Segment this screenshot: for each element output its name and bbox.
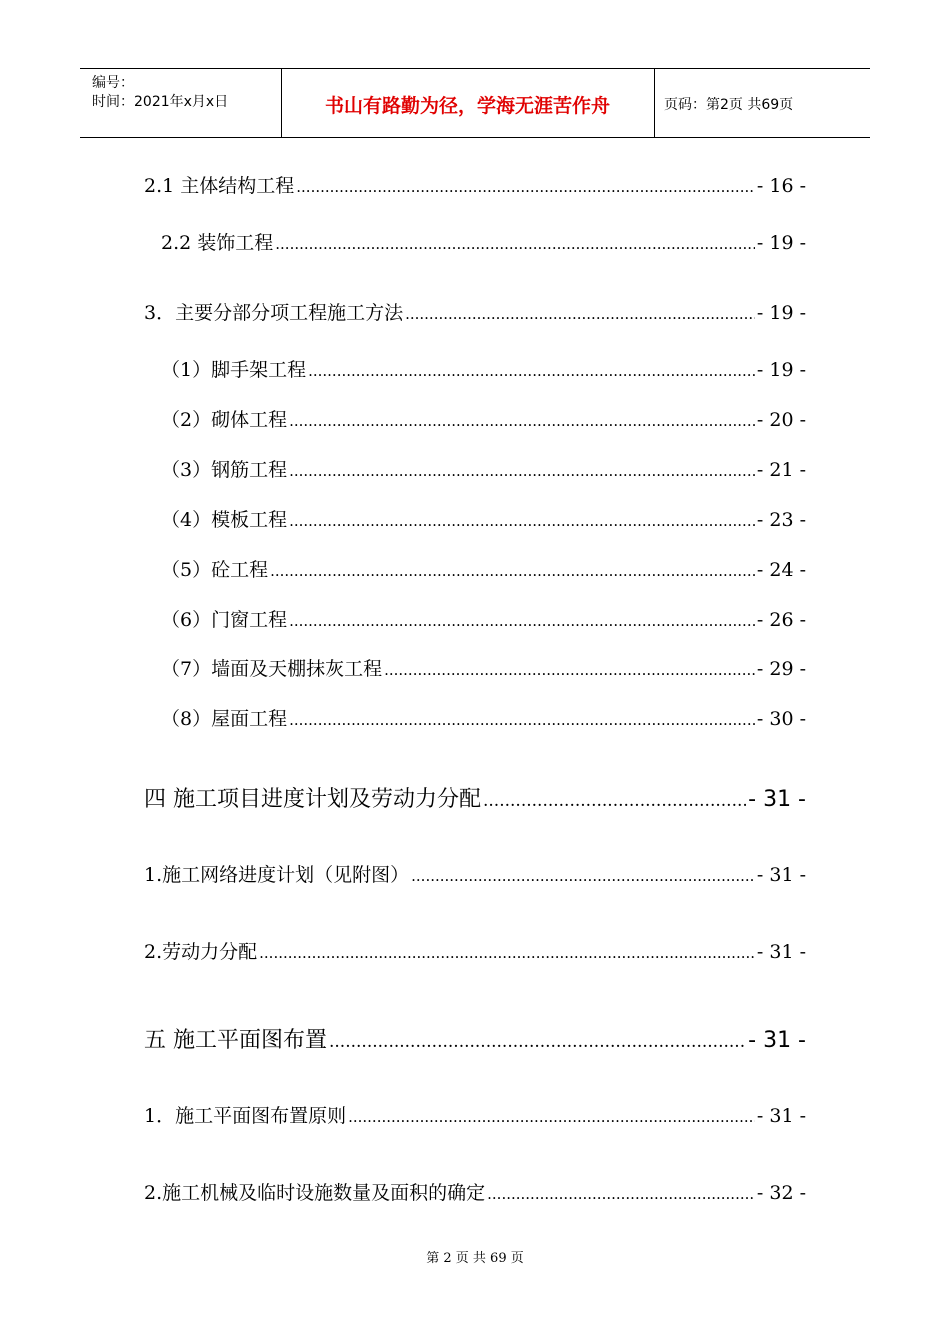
toc-entry[interactable] [161,405,806,433]
toc-entry-page: - 21 - [756,459,806,481]
toc-leader [308,362,755,380]
toc-leader [259,944,755,962]
toc-entry-page: - 32 - [756,1182,806,1204]
toc-entry[interactable] [161,654,806,682]
toc-entry-page: - 31 - [748,787,806,812]
toc-entry-title: （7）墙面及天棚抹灰工程 [161,658,383,680]
toc-entry-title: 1．施工平面图布置原则 [144,1105,347,1127]
page-header [80,68,870,138]
number-label: 编号： [92,75,134,91]
toc-leader [289,612,755,630]
time-label: 时间：2021年x月x日 [92,94,229,110]
toc-entry[interactable] [161,605,806,633]
toc-entry[interactable] [144,937,806,965]
toc-entry-title: 2.1 主体结构工程 [144,175,295,197]
toc-leader [270,562,755,580]
toc-entry-page: - 30 - [756,708,806,730]
header-motto: 书山有路勤为径，学海无涯苦作舟 [324,95,610,117]
toc-entry[interactable] [144,1178,806,1206]
toc-leader [289,462,755,480]
toc-entry-title: （1）脚手架工程 [161,359,307,381]
toc-entry-page: - 31 - [748,1028,806,1053]
page-footer: 第 2 页 共 69 页 [426,1251,524,1266]
toc-entry[interactable] [161,455,806,483]
toc-entry[interactable] [161,228,806,256]
toc-leader [405,305,755,323]
toc-leader [384,661,755,679]
toc-leader [289,711,755,729]
toc-entry-page: - 16 - [756,175,806,197]
toc-entry-title: （5）砼工程 [161,559,269,581]
toc-entry-page: - 31 - [756,941,806,963]
toc-entry-title: 五 施工平面图布置 [144,1028,327,1053]
toc-entry-title: 2.2 装饰工程 [161,232,274,254]
toc-entry[interactable] [144,171,806,199]
toc-entry[interactable] [161,555,806,583]
toc-entry[interactable] [161,355,806,383]
toc-entry-title: 2.施工机械及临时设施数量及面积的确定 [144,1182,486,1204]
toc-leader [483,791,746,811]
toc-entry-page: - 31 - [756,864,806,886]
toc-entry-page: - 23 - [756,509,806,531]
toc-entry-page: - 29 - [756,658,806,680]
toc-leader [296,178,755,196]
toc-entry-page: - 26 - [756,609,806,631]
header-middle-cell [281,69,655,137]
toc-entry-title: 四 施工项目进度计划及劳动力分配 [144,787,481,812]
toc-leader [275,235,755,253]
toc-entry-page: - 24 - [756,559,806,581]
toc-leader [289,412,755,430]
toc-entry-title: （6）门窗工程 [161,609,288,631]
toc-entry-title: 2.劳动力分配 [144,941,258,963]
toc-entry[interactable] [144,860,806,888]
toc-entry-title: （4）模板工程 [161,509,288,531]
header-left-cell [80,69,282,137]
toc-entry[interactable] [161,704,806,732]
toc-leader [289,512,755,530]
toc-entry-chapter[interactable] [144,1023,806,1051]
toc-entry-page: - 20 - [756,409,806,431]
toc-leader [348,1108,755,1126]
toc-leader [487,1185,755,1203]
toc-entry-title: 1.施工网络进度计划（见附图） [144,864,410,886]
toc-leader [329,1032,746,1052]
header-page-info: 页码：第2页 共69页 [664,97,794,113]
header-right-cell [654,69,870,137]
toc-entry-page: - 19 - [756,359,806,381]
toc-entry-page: - 31 - [756,1105,806,1127]
toc-entry-page: - 19 - [756,232,806,254]
toc-entry-chapter[interactable] [144,782,806,810]
toc-entry-title: （2）砌体工程 [161,409,288,431]
toc-entry-title: （8）屋面工程 [161,708,288,730]
toc-leader [411,867,755,885]
toc-entry-title: 3．主要分部分项工程施工方法 [144,302,404,324]
toc-entry-title: （3）钢筋工程 [161,459,288,481]
toc-entry-page: - 19 - [756,302,806,324]
toc-entry[interactable] [144,298,806,326]
toc-entry[interactable] [161,505,806,533]
toc-entry[interactable] [144,1101,806,1129]
